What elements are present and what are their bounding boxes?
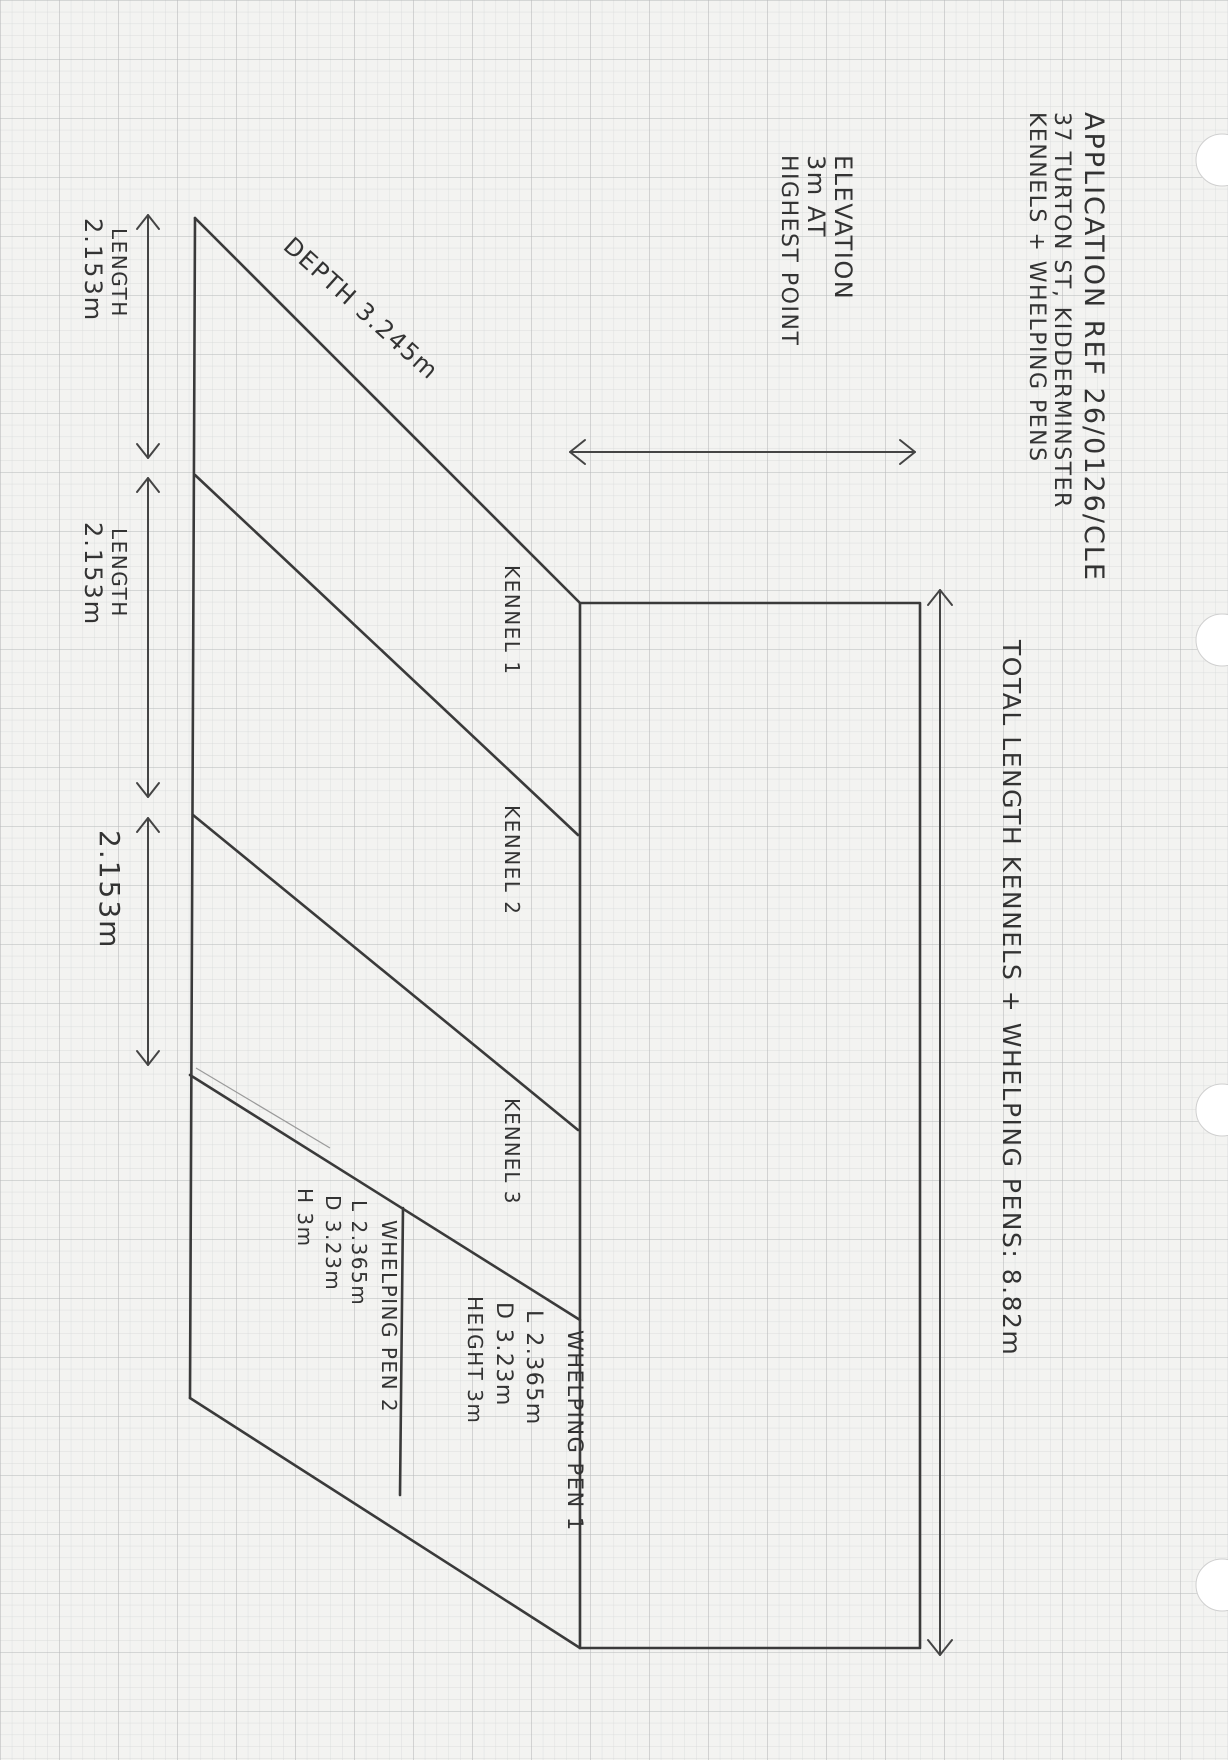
kennel-3-label: KENNEL 3: [500, 1098, 524, 1205]
kennel-2-label: KENNEL 2: [500, 805, 524, 916]
whelping-pen-2-depth: D 3.23m: [321, 1195, 345, 1292]
whelping-pen-1-depth: D 3.23m: [491, 1302, 516, 1407]
length-2-value: 2.153m: [79, 522, 107, 627]
length-3-value: 2.153m: [93, 830, 126, 950]
depth-label: DEPTH 3.245m: [277, 231, 445, 386]
whelping-pen-2-height: H 3m: [293, 1188, 317, 1248]
length-2-label: LENGTH: [107, 528, 131, 618]
elevation-label-3: HIGHEST POINT: [776, 155, 801, 347]
length-1-label: LENGTH: [107, 228, 131, 318]
whelping-pen-1-length: L 2.365m: [521, 1310, 546, 1426]
header-line-3: KENNELS + WHELPING PENS: [1024, 112, 1049, 463]
header-line-2: 37 TURTON ST, KIDDERMINSTER: [1049, 112, 1074, 509]
total-length-label: TOTAL LENGTH KENNELS + WHELPING PENS: 8.82m: [997, 640, 1026, 1357]
kennel-1-label: KENNEL 1: [500, 565, 524, 676]
elevation-label-1: ELEVATION: [829, 155, 857, 301]
whelping-pen-2-title: WHELPING PEN 2: [377, 1220, 401, 1414]
header-line-1: APPLICATION REF 26/0126/CLE: [1078, 112, 1109, 582]
whelping-pen-1-height: HEIGHT 3m: [463, 1296, 487, 1425]
elevation-label-2: 3m AT: [802, 155, 830, 238]
whelping-pen-1-title: WHELPING PEN 1: [563, 1330, 587, 1532]
length-1-value: 2.153m: [79, 218, 107, 323]
whelping-pen-2-length: L 2.365m: [347, 1200, 371, 1307]
